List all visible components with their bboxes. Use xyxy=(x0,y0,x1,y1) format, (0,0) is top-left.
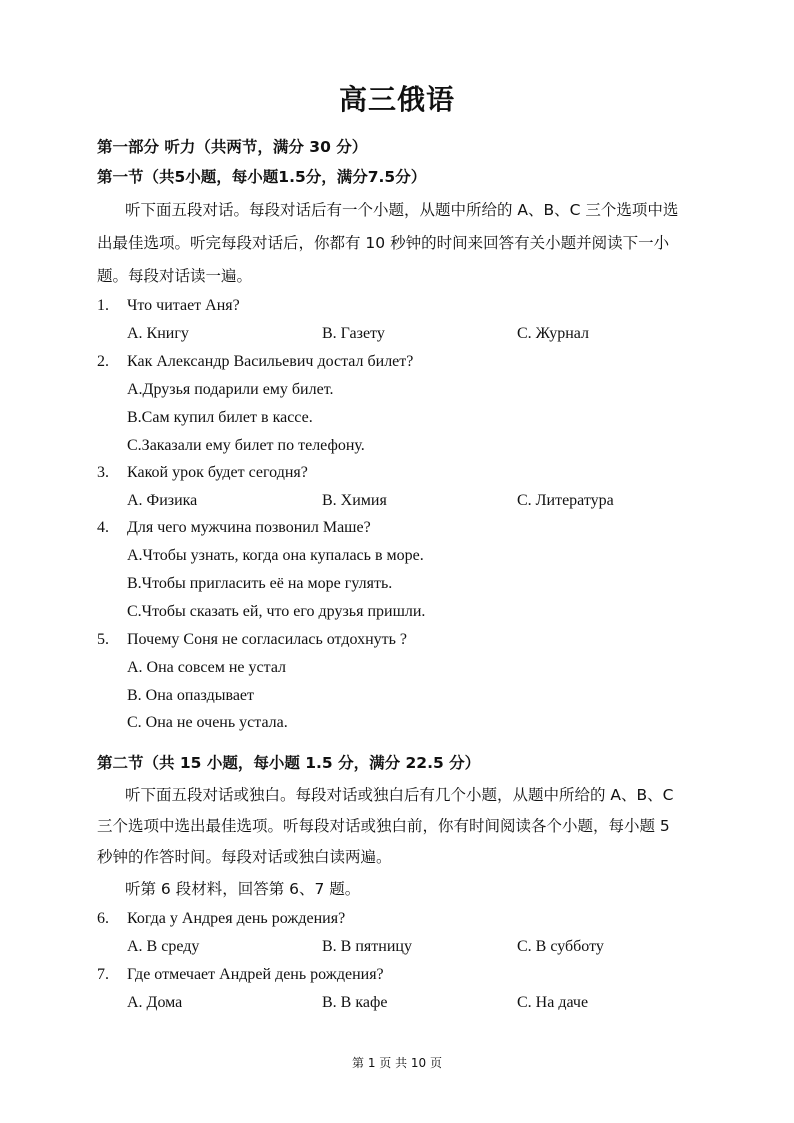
section2-heading: 第二节（共 15 小题，每小题 1.5 分，满分 22.5 分） xyxy=(97,754,481,772)
question-text: Что читает Аня? xyxy=(127,297,240,314)
question-number: 6. xyxy=(97,910,109,927)
question-text: Почему Соня не согласилась отдохнуть ? xyxy=(127,631,408,648)
question-text: Как Александр Васильевич достал билет? xyxy=(127,353,414,370)
question-number: 2. xyxy=(97,353,109,370)
page-footer: 第 1 页 共 10 页 xyxy=(352,1056,442,1070)
option-a: A. Физика xyxy=(127,492,198,509)
option-a: A.Друзья подарили ему билет. xyxy=(127,381,334,398)
section1-heading: 第一节（共5小题，每小题1.5分，满分7.5分） xyxy=(97,168,427,186)
option-a: A.Чтобы узнать, когда она купалась в море. xyxy=(127,547,424,564)
question-text: Для чего мужчина позвонил Маше? xyxy=(127,519,371,536)
option-b: B. Химия xyxy=(322,492,387,509)
question-text: Когда у Андрея день рождения? xyxy=(127,910,346,927)
section1-instruction-line: 出最佳选项。听完每段对话后，你都有 10 秒钟的时间来回答有关小题并阅读下一小 xyxy=(97,234,670,252)
section2-instruction-line: 三个选项中选出最佳选项。听每段对话或独白前，你有时间阅读各个小题，每小题 5 xyxy=(97,817,670,835)
option-b: B. Она опаздывает xyxy=(127,687,255,704)
question-number: 7. xyxy=(97,966,109,983)
question-text: Какой урок будет сегодня? xyxy=(127,464,308,481)
option-a: A. Она совсем не устал xyxy=(127,659,287,676)
page-title: 高三俄语 xyxy=(338,83,455,116)
option-c: C.Заказали ему билет по телефону. xyxy=(127,437,365,454)
option-b: B. В кафе xyxy=(322,994,388,1011)
option-b: B.Чтобы пригласить её на море гулять. xyxy=(127,575,393,592)
section1-instruction-line: 听下面五段对话。每段对话后有一个小题，从题中所给的 A、B、C 三个选项中选 xyxy=(125,201,679,219)
question-number: 3. xyxy=(97,464,109,481)
question-number: 5. xyxy=(97,631,109,648)
option-a: A. В среду xyxy=(127,938,200,955)
option-c: C. В субботу xyxy=(517,938,604,955)
option-a: A. Дома xyxy=(127,994,183,1011)
option-a: A. Книгу xyxy=(127,325,189,342)
section2-instruction-line: 听下面五段对话或独白。每段对话或独白后有几个小题，从题中所给的 A、B、C xyxy=(125,786,674,804)
question-number: 4. xyxy=(97,519,109,536)
question-text: Где отмечает Андрей день рождения? xyxy=(127,966,384,983)
question-number: 1. xyxy=(97,297,109,314)
part1-heading: 第一部分 听力（共两节，满分 30 分） xyxy=(97,138,368,156)
option-b: B. В пятницу xyxy=(322,938,412,955)
section2-instruction-line: 秒钟的作答时间。每段对话或独白读两遍。 xyxy=(97,848,392,866)
section1-instruction-line: 题。每段对话读一遍。 xyxy=(97,267,253,285)
option-c: C. На даче xyxy=(517,994,589,1011)
option-c: C. Она не очень устала. xyxy=(127,714,288,731)
material-note: 听第 6 段材料，回答第 6、7 题。 xyxy=(125,880,361,898)
option-c: C.Чтобы сказать ей, что его друзья пришли. xyxy=(127,603,426,620)
option-b: B. Газету xyxy=(322,325,385,342)
option-c: C. Журнал xyxy=(517,325,590,342)
option-b: B.Сам купил билет в кассе. xyxy=(127,409,313,426)
option-c: C. Литература xyxy=(517,492,614,509)
